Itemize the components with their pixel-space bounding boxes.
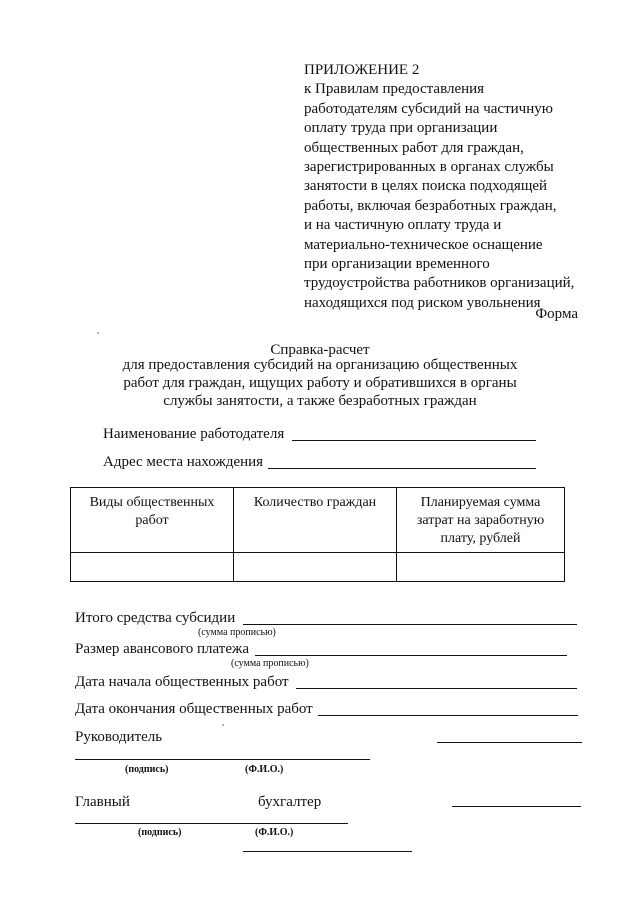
scan-speck [97, 332, 99, 334]
table-header-planned-sum: Планируемая сумма затрат на заработную плату, рублей [397, 488, 565, 553]
appendix-line: работодателям субсидий на частичную [304, 100, 553, 117]
address-field[interactable] [268, 468, 536, 469]
appendix-line: при организации временного [304, 255, 490, 272]
works-table [70, 487, 565, 582]
appendix-line: материально-техническое оснащение [304, 236, 543, 253]
end-date-field[interactable] [318, 715, 578, 716]
appendix-block [304, 61, 574, 313]
employer-name-label: Наименование работодателя [103, 426, 285, 442]
advance-payment-label: Размер авансового платежа [75, 641, 250, 657]
appendix-line: зарегистрированных в органах службы [304, 158, 554, 175]
document-subtitle-line: для предоставления субсидий на организацию общественных [122, 357, 518, 373]
document-title: Справка-расчет [270, 342, 370, 358]
advance-caption: (сумма прописью) [231, 658, 309, 669]
appendix-line: работы, включая безработных граждан, [304, 197, 557, 214]
table-cell-citizens-count[interactable] [234, 553, 397, 582]
table-header-citizens-count: Количество граждан [234, 488, 397, 553]
head-name-caption: (Ф.И.О.) [245, 764, 284, 775]
accountant-sign-caption: (подпись) [138, 827, 182, 838]
subsidy-caption: (сумма прописью) [198, 627, 276, 638]
form-label: Форма [535, 306, 578, 322]
subsidy-total-field[interactable] [243, 624, 577, 625]
appendix-line: к Правилам предоставления [304, 81, 485, 98]
head-extra-line[interactable] [437, 742, 582, 743]
end-date-label: Дата окончания общественных работ [75, 701, 313, 717]
table-header-work-types: Виды общественных работ [71, 488, 234, 553]
table-row [71, 553, 565, 582]
accountant-name-field[interactable] [243, 851, 412, 852]
head-signature-field[interactable] [75, 759, 370, 760]
accountant-label-word2: бухгалтер [258, 794, 322, 810]
employer-name-field[interactable] [292, 440, 536, 441]
document-subtitle-line: службы занятости, а также безработных граждан [163, 393, 477, 409]
appendix-title: ПРИЛОЖЕНИЕ 2 [304, 62, 420, 78]
subsidy-total-label: Итого средства субсидии [75, 610, 236, 626]
head-label: Руководитель [75, 729, 163, 745]
document-subtitle-line: работ для граждан, ищущих работу и обратившихся в органы [123, 375, 517, 391]
table-cell-planned-sum[interactable] [397, 553, 565, 582]
accountant-extra-line[interactable] [452, 806, 581, 807]
head-sign-caption: (подпись) [125, 764, 169, 775]
accountant-label-word1: Главный [75, 794, 130, 810]
appendix-line: занятости в целях поиска подходящей [304, 178, 548, 195]
start-date-label: Дата начала общественных работ [75, 674, 289, 690]
appendix-line: оплату труда при организации [304, 120, 498, 137]
appendix-line: общественных работ для граждан, [304, 139, 524, 156]
accountant-name-caption: (Ф.И.О.) [255, 827, 294, 838]
scan-speck [222, 724, 224, 726]
table-cell-work-types[interactable] [71, 553, 234, 582]
accountant-signature-field[interactable] [75, 823, 348, 824]
table-header-row [71, 488, 565, 553]
address-label: Адрес места нахождения [103, 454, 264, 470]
appendix-line: находящихся под риском увольнения [304, 294, 541, 311]
start-date-field[interactable] [296, 688, 577, 689]
appendix-line: трудоустройства работников организаций, [304, 275, 575, 292]
appendix-line: и на частичную оплату труда и [304, 217, 502, 234]
advance-payment-field[interactable] [255, 655, 567, 656]
